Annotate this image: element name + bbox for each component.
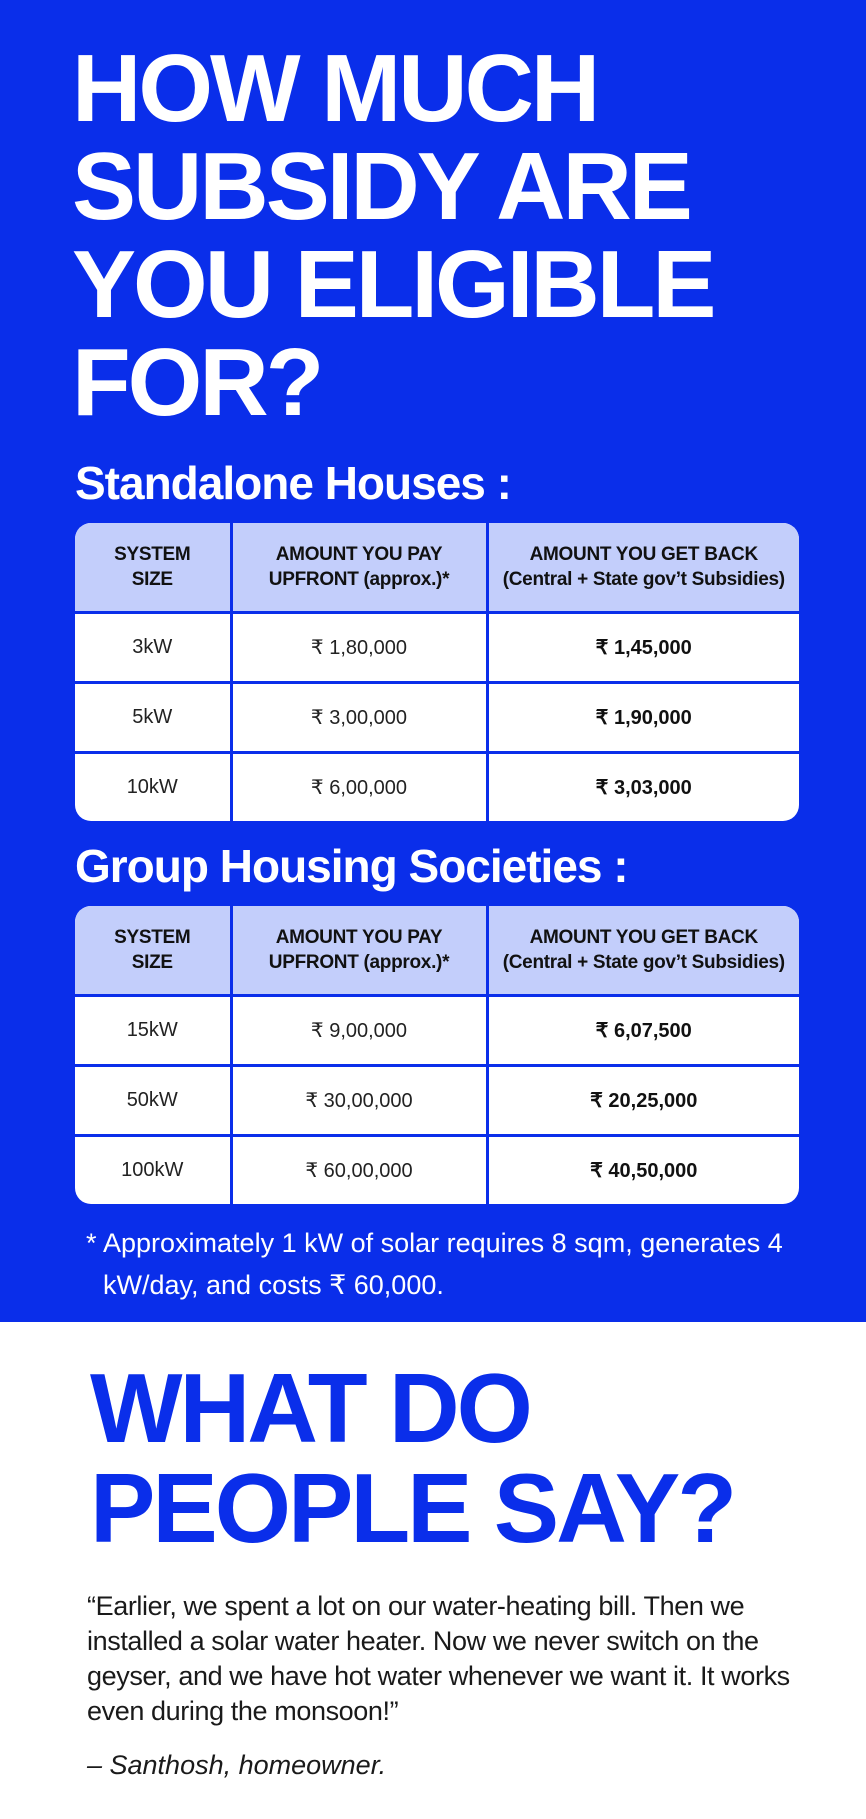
- cell-get-back: ₹ 40,50,000: [590, 1160, 698, 1182]
- footnote: [88, 1222, 828, 1306]
- cell-system-size: 10kW: [75, 753, 231, 822]
- testimonial-headline: [90, 1353, 735, 1563]
- header-amount-upfront: AMOUNT YOU PAY UPFRONT (approx.)*: [231, 523, 487, 613]
- cell-upfront: ₹ 9,00,000: [231, 996, 487, 1066]
- table-header-row: [75, 906, 799, 996]
- testimonial-author: – Santhosh, homeowner.: [87, 1750, 387, 1780]
- cell-get-back: ₹ 3,03,000: [595, 777, 692, 799]
- footnote-text: Approximately 1 kW of solar requires 8 sqm, generates 4 kW/day, and costs ₹ 60,000.: [103, 1228, 783, 1300]
- group-housing-title: Group Housing Societies :: [75, 840, 628, 892]
- testimonial-quote: “Earlier, we spent a lot on our water-heating bill. Then we installed a solar water heater. Now we never switch on the geyser, and we have hot water whenever we want it. It works even during the monsoon!”: [87, 1591, 790, 1726]
- header-system-size: SYSTEM SIZE: [75, 523, 231, 613]
- headline-line-1: HOW MUCH: [72, 35, 598, 142]
- table-row: [75, 613, 799, 683]
- cell-upfront: ₹ 60,00,000: [231, 1136, 487, 1205]
- cell-get-back: ₹ 6,07,500: [487, 996, 799, 1066]
- table-row: [75, 996, 799, 1066]
- header-amount-upfront: AMOUNT YOU PAY UPFRONT (approx.)*: [231, 906, 487, 996]
- cell-system-size: 50kW: [75, 1066, 231, 1136]
- cell-system-size: 15kW: [75, 996, 231, 1066]
- footnote-asterisk: *: [86, 1228, 97, 1258]
- cell-get-back: ₹ 20,25,000: [487, 1066, 799, 1136]
- cell-system-size: 100kW: [75, 1136, 231, 1205]
- headline-line-3: YOU ELIGIBLE: [72, 231, 714, 338]
- table-row: [75, 683, 799, 753]
- cell-upfront: ₹ 3,00,000: [231, 683, 487, 753]
- table-row: [75, 1066, 799, 1136]
- testimonial-headline-line-1: WHAT DO: [90, 1353, 530, 1463]
- headline-line-2: SUBSIDY ARE: [72, 133, 690, 240]
- header-system-size: SYSTEM SIZE: [75, 906, 231, 996]
- table-row: [75, 1136, 799, 1205]
- main-headline: [72, 35, 714, 436]
- cell-system-size: 3kW: [75, 613, 231, 683]
- header-amount-back: AMOUNT YOU GET BACK (Central + State gov’t Subsidies): [487, 906, 799, 996]
- cell-upfront: ₹ 30,00,000: [231, 1066, 487, 1136]
- cell-upfront: ₹ 6,00,000: [231, 753, 487, 822]
- cell-upfront: ₹ 1,80,000: [231, 613, 487, 683]
- headline-line-4: FOR?: [72, 329, 322, 436]
- group-housing-table: [75, 906, 799, 1204]
- table-header-row: [75, 523, 799, 613]
- cell-get-back: ₹ 1,90,000: [487, 683, 799, 753]
- testimonial-headline-line-2: PEOPLE SAY?: [90, 1453, 735, 1563]
- standalone-table: [75, 523, 799, 821]
- cell-system-size: 5kW: [75, 683, 231, 753]
- header-amount-back: AMOUNT YOU GET BACK (Central + State gov’t Subsidies): [487, 523, 799, 613]
- cell-get-back: ₹ 1,45,000: [487, 613, 799, 683]
- standalone-title: Standalone Houses :: [75, 457, 511, 509]
- table-row: [75, 753, 799, 822]
